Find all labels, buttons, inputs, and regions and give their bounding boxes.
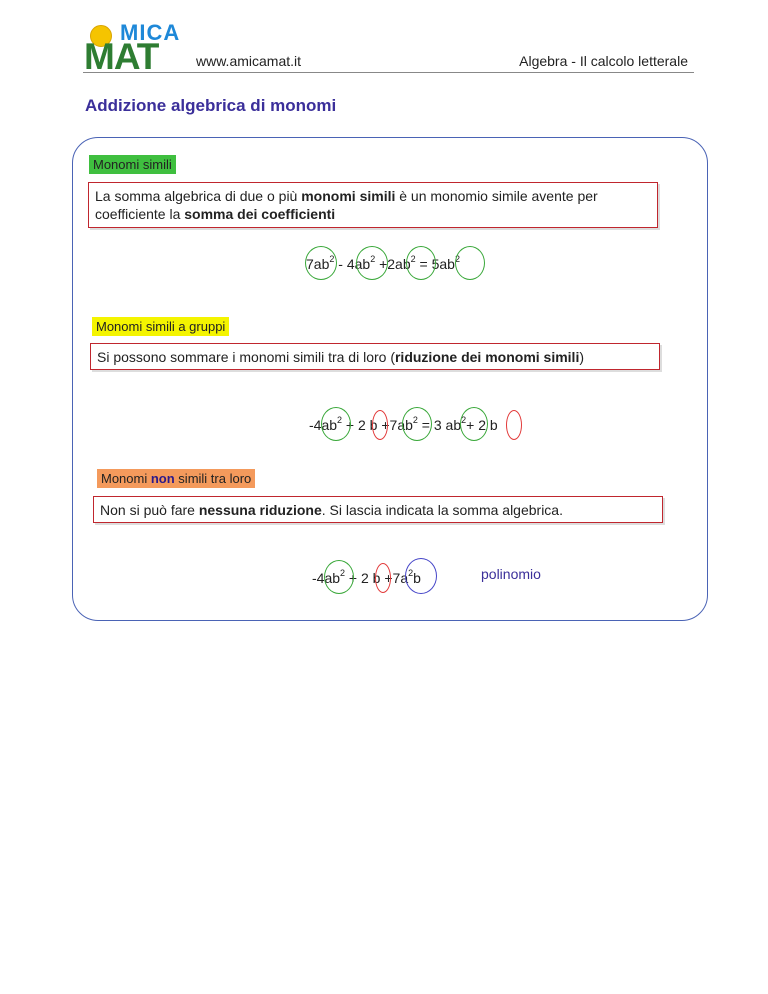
page-title: Addizione algebrica di monomi [85,96,337,115]
rule-box-nessuna-riduzione: Non si può fare nessuna riduzione. Si lascia indicata la somma algebrica. [93,496,663,523]
amicamat-logo [84,20,188,77]
section-label-monomi-simili: Monomi simili [89,155,176,174]
formula-monomi-non-simili: $-4ab^2 + 2$ $b +7a^2b$ [312,568,421,586]
rule-box-monomi-simili: La somma algebrica di due o più monomi simili è un monomio simile avente per coefficiente la somma dei coefficienti [88,182,658,228]
section-label-monomi-non-simili: Monomi non simili tra loro [97,469,255,488]
formula-monomi-simili: $7ab^2 - 4ab^2 +2ab^2 = 5ab^2$ [306,254,460,272]
rule-box-riduzione: Si possono sommare i monomi simili tra di loro (riduzione dei monomi simili) [90,343,660,370]
formula-monomi-gruppi: $-4ab^2 + 2$ $b +7ab^2 = 3$ $ab^2+ 2$ b [309,415,498,433]
header-url[interactable]: www.amicamat.it [196,53,302,69]
header-divider [83,72,694,73]
polinomio-label: polinomio [481,566,541,582]
logo-text-bottom: MAT [84,36,159,77]
logo-text-top: MICA [120,20,181,45]
header-subject: Algebra - Il calcolo letterale [519,53,688,69]
section-label-monomi-simili-gruppi: Monomi simili a gruppi [92,317,229,336]
